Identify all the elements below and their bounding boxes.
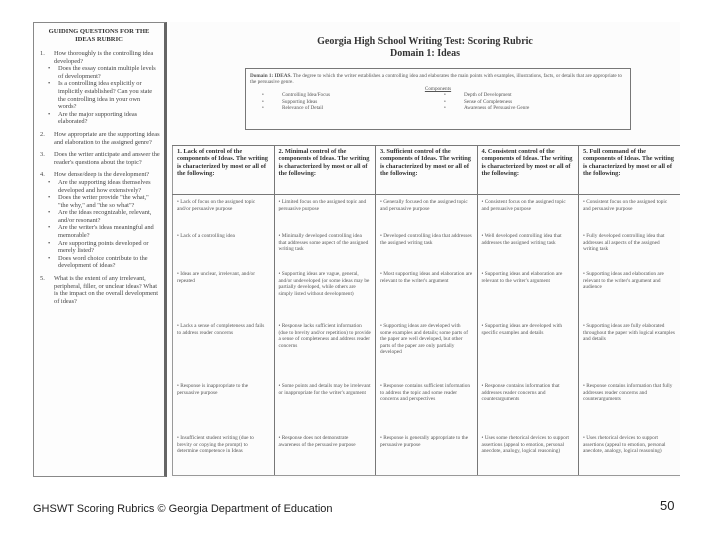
- domain-label: Domain 1: IDEAS.: [250, 73, 292, 79]
- rubric-cell: • Most supporting ideas and elaboration are relevant to the writer's argument: [376, 267, 478, 319]
- component-item: • Supporting Ideas: [262, 99, 444, 105]
- scoring-rubric-document: [170, 22, 680, 478]
- rubric-cell: • Response contains information that fully addresses reader concerns and counterarguments: [579, 379, 681, 431]
- rubric-cell: • Generally focused on the assigned topic and persuasive purpose: [376, 195, 478, 230]
- sub-question-text: Are the major supporting ideas elaborated?: [58, 110, 138, 126]
- sub-question: [38, 209, 160, 224]
- table-row: [173, 319, 681, 379]
- question-item: [38, 131, 160, 146]
- sub-question: [38, 194, 160, 209]
- rubric-title-line1: Georgia High School Writing Test: Scoring Rubric: [317, 36, 533, 47]
- table-row: [173, 195, 681, 230]
- rubric-cell: • Lacks a sense of completeness and fails to address reader concerns: [173, 319, 275, 379]
- question-item: [38, 151, 160, 166]
- guiding-questions-panel: [33, 22, 167, 477]
- sub-question-text: Does the essay contain multiple levels of development?: [58, 65, 156, 80]
- rubric-cell: • Consistent focus on the assigned topic and persuasive purpose: [477, 195, 579, 230]
- component-item: • Relevance of Detail: [262, 105, 444, 111]
- rubric-cell: • Supporting ideas and elaboration are relevant to the writer's argument and audience: [579, 267, 681, 319]
- rubric-cell: • Some points and details may be irrelevant or inappropriate for the writer's argument: [274, 379, 376, 431]
- rubric-cell: • Uses rhetorical devices to support assertions (appeal to emotion, personal anecdote, analogy, logical reasoning): [579, 431, 681, 476]
- components-label: Components: [424, 85, 452, 92]
- bullet-icon: •: [48, 80, 51, 88]
- guiding-questions-title: GUIDING QUESTIONS FOR THE IDEAS RUBRIC: [48, 28, 150, 43]
- rubric-cell: • Developed controlling idea that addresses the assigned writing task: [376, 229, 478, 267]
- domain-text: The degree to which the writer establishes a controlling idea and elaborates the main points with examples, illustrations, facts, or details that are appropriate to the persuasive genre.: [250, 73, 623, 86]
- rubric-table: [172, 145, 680, 476]
- question-number: 3.: [40, 151, 45, 159]
- question-text: How thoroughly is the controlling idea developed?: [54, 50, 154, 65]
- sub-question-text: Does word choice contribute to the development of ideas?: [58, 254, 148, 270]
- bullet-icon: •: [48, 254, 51, 262]
- rubric-cell: • Response is inappropriate to the persuasive purpose: [173, 379, 275, 431]
- question-number: 2.: [40, 130, 45, 138]
- question-text: What is the extent of any irrelevant, peripheral, filler, or unclear ideas? What is the impact on the overall development of ideas?: [54, 275, 158, 305]
- rubric-title-line2: Domain 1: Ideas: [389, 48, 460, 59]
- components-list: [250, 92, 626, 111]
- table-row: [173, 431, 681, 476]
- component-item: • Awareness of Persuasive Genre: [444, 105, 626, 111]
- rubric-cell: • Response contains information that addresses reader concerns and counterarguments: [477, 379, 579, 431]
- sub-question: [38, 255, 160, 270]
- bullet-icon: •: [48, 239, 51, 247]
- rubric-cell: • Minimally developed controlling idea that addresses some aspect of the assigned writing task: [274, 229, 376, 267]
- question-number: 5.: [40, 275, 45, 283]
- page-number: 50: [660, 498, 675, 513]
- rubric-cell: • Response lacks sufficient information (due to brevity and/or repetition) to provide a sense of completeness and address reader concerns: [274, 319, 376, 379]
- sub-question: [38, 80, 160, 110]
- question-list: [38, 50, 160, 305]
- bullet-icon: •: [48, 224, 51, 232]
- sub-question: [38, 240, 160, 255]
- rubric-cell: • Ideas are unclear, irrelevant, and/or repeated: [173, 267, 275, 319]
- rubric-header-row: [173, 146, 681, 195]
- sub-question: [38, 65, 160, 80]
- bullet-icon: •: [48, 194, 51, 202]
- question-item: [38, 50, 160, 65]
- rubric-cell: • Supporting ideas are vague, general, and/or undeveloped (or some ideas may be partially developed, while others are simply listed without development): [274, 267, 376, 319]
- question-text: How appropriate are the supporting ideas and elaboration to the assigned genre?: [54, 130, 160, 146]
- rubric-cell: • Fully developed controlling idea that addresses all aspects of the assigned writing task: [579, 229, 681, 267]
- rubric-cell: • Supporting ideas are developed with specific examples and details: [477, 319, 579, 379]
- component-item: • Depth of Development: [444, 92, 626, 98]
- rubric-header-score-3: 3. Sufficient control of the components of Ideas. The writing is characterized by most or all of the following:: [376, 146, 478, 195]
- component-item: • Controlling Idea/Focus: [262, 92, 444, 98]
- sub-question-text: Are the writer's ideas meaningful and memorable?: [58, 224, 154, 240]
- rubric-header-score-4: 4. Consistent control of the components of Ideas. The writing is characterized by most or all of the following:: [477, 146, 579, 195]
- domain-description-box: [245, 68, 631, 130]
- rubric-header-score-1: 1. Lack of control of the components of Ideas. The writing is characterized by most or all of the following:: [173, 146, 275, 195]
- table-row: [173, 267, 681, 319]
- rubric-cell: • Supporting ideas are fully elaborated throughout the paper with logical examples and details: [579, 319, 681, 379]
- rubric-cell: • Lack of a controlling idea: [173, 229, 275, 267]
- question-item: [38, 171, 160, 179]
- footer-text: GHSWT Scoring Rubrics © Georgia Department of Education: [33, 503, 333, 515]
- bullet-icon: •: [48, 110, 51, 118]
- rubric-cell: • Response contains sufficient information to address the topic and some reader concerns and perspectives: [376, 379, 478, 431]
- rubric-cell: • Supporting ideas and elaboration are relevant to the writer's argument: [477, 267, 579, 319]
- rubric-header-score-5: 5. Full command of the components of Ideas. The writing is characterized by most or all of the following:: [579, 146, 681, 195]
- rubric-title: [170, 36, 680, 60]
- rubric-cell: • Response does not demonstrate awareness of the persuasive purpose: [274, 431, 376, 476]
- sub-question-text: Are the ideas recognizable, relevant, and/or resonant?: [58, 209, 152, 224]
- sub-question: [38, 179, 160, 194]
- bullet-icon: •: [48, 178, 51, 186]
- question-number: 4.: [40, 171, 45, 179]
- sub-question: [38, 224, 160, 239]
- rubric-cell: • Consistent focus on the assigned topic and persuasive purpose: [579, 195, 681, 230]
- sub-question-text: Are supporting points developed or merely listed?: [58, 239, 149, 255]
- rubric-cell: • Insufficient student writing (due to brevity or copying the prompt) to determine competence in Ideas: [173, 431, 275, 476]
- question-item: [38, 275, 160, 305]
- rubric-cell: • Response is generally appropriate to the persuasive purpose: [376, 431, 478, 476]
- rubric-cell: • Lack of focus on the assigned topic and/or persuasive purpose: [173, 195, 275, 230]
- sub-question-text: Are the supporting ideas themselves developed and how extensively?: [58, 178, 151, 194]
- table-row: [173, 229, 681, 267]
- rubric-cell: • Well developed controlling idea that addresses the assigned writing task: [477, 229, 579, 267]
- sub-question-text: Is a controlling idea explicitly or implicitly established? Can you state the controlling idea in your own words?: [58, 80, 153, 111]
- rubric-header-score-2: 2. Minimal control of the components of Ideas. The writing is characterized by most or all of the following:: [274, 146, 376, 195]
- bullet-icon: •: [48, 209, 51, 217]
- rubric-cell: • Limited focus on the assigned topic and persuasive purpose: [274, 195, 376, 230]
- question-text: Does the writer anticipate and answer the reader's questions about the topic?: [54, 151, 160, 166]
- sub-question: [38, 111, 160, 126]
- question-text: How dense/deep is the development?: [54, 171, 150, 179]
- component-item: • Sense of Completeness: [444, 99, 626, 105]
- rubric-cell: • Supporting ideas are developed with some examples and details; some parts of the paper are well developed, but other parts of the paper are only partially developed: [376, 319, 478, 379]
- rubric-cell: • Uses some rhetorical devices to support assertions (appeal to emotion, personal anecdote, analogy, logical reasoning): [477, 431, 579, 476]
- bullet-icon: •: [48, 65, 51, 73]
- table-row: [173, 379, 681, 431]
- sub-question-text: Does the writer provide "the what," "the why," and "the so what"?: [58, 194, 149, 209]
- question-number: 1.: [40, 50, 45, 57]
